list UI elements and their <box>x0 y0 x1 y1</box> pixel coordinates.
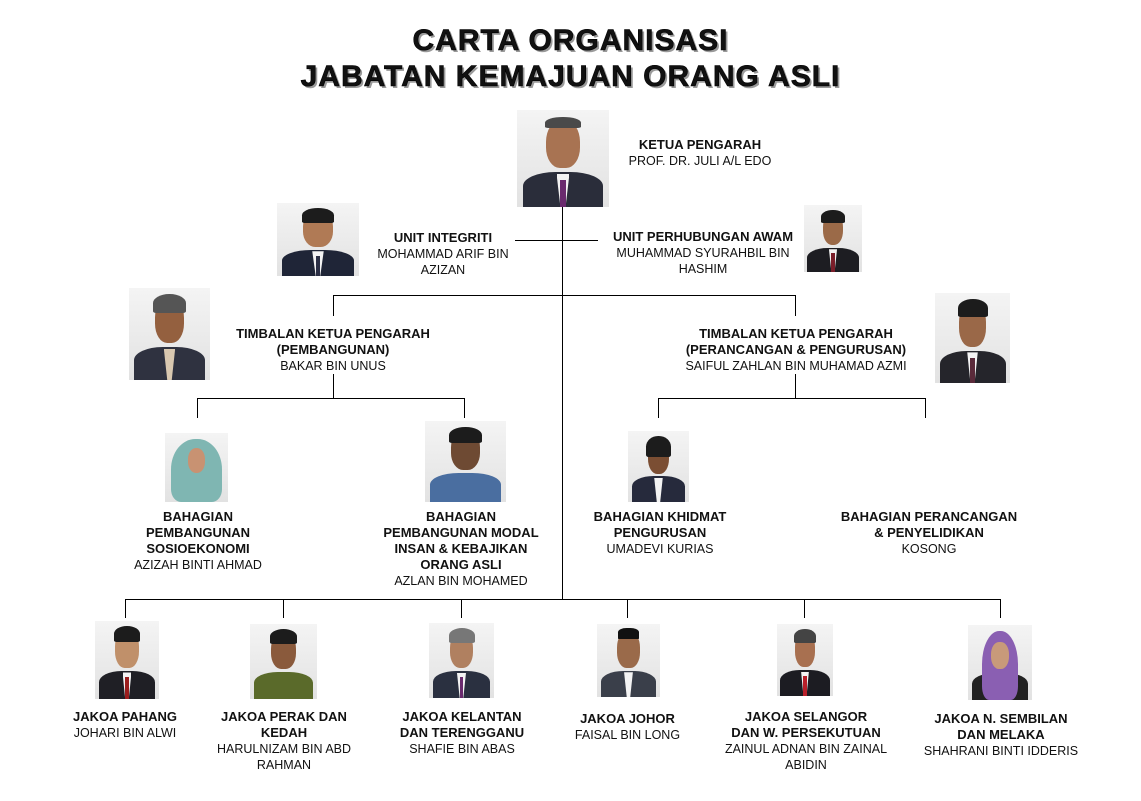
perak-photo <box>250 624 317 699</box>
perak-name-line2: RAHMAN <box>256 758 312 772</box>
perak-label <box>205 709 363 773</box>
div-research-role-line1: BAHAGIAN PERANCANGAN <box>840 509 1018 524</box>
integrity-name-line1: MOHAMMAD ARIF BIN <box>377 247 509 261</box>
main-trunk-line <box>562 207 563 599</box>
div-socio-role-line3: SOSIOEKONOMI <box>146 541 250 556</box>
perak-role-line1: JAKOA PERAK DAN <box>221 709 347 724</box>
selangor-name-line1: ZAINUL ADNAN BIN ZAINAL <box>724 742 888 756</box>
deputies-branch-line <box>333 295 796 296</box>
div-human-drop <box>464 398 465 418</box>
johor-label <box>555 711 700 743</box>
div-socio-drop <box>197 398 198 418</box>
nsembilan-role-line1: JAKOA N. SEMBILAN <box>934 711 1068 726</box>
deputy-dev-down <box>333 374 334 398</box>
perak-name-line1: HARULNIZAM BIN ABD <box>216 742 352 756</box>
deputy-dev-role-line2: (PEMBANGUNAN) <box>276 342 390 357</box>
kelantan-name: SHAFIE BIN ABAS <box>409 742 515 756</box>
johor-role: JAKOA JOHOR <box>580 711 675 726</box>
pahang-role: JAKOA PAHANG <box>72 709 177 724</box>
div-mgmt-name: UMADEVI KURIAS <box>606 542 714 556</box>
kelantan-label <box>382 709 542 757</box>
selangor-drop <box>804 599 805 618</box>
div-human-photo <box>425 421 506 502</box>
deputy-plan-drop <box>795 295 796 316</box>
selangor-role-line2: DAN W. PERSEKUTUAN <box>731 725 881 740</box>
div-mgmt-drop <box>658 398 659 418</box>
plan-divisions-line <box>658 398 926 399</box>
pahang-name: JOHARI BIN ALWI <box>73 726 177 740</box>
nsembilan-role-line2: DAN MELAKA <box>957 727 1045 742</box>
nsembilan-label <box>913 711 1089 759</box>
pahang-photo <box>95 621 159 699</box>
div-socio-label <box>116 509 280 573</box>
pr-photo <box>804 205 862 272</box>
deputy-plan-photo <box>935 293 1010 383</box>
div-mgmt-photo <box>628 431 689 502</box>
director-label <box>610 137 790 169</box>
director-name: PROF. DR. JULI A/L EDO <box>628 154 772 168</box>
deputy-dev-photo <box>129 288 210 380</box>
selangor-photo <box>777 624 833 696</box>
state-offices-line <box>125 599 1001 600</box>
div-research-label <box>824 509 1034 557</box>
perak-drop <box>283 599 284 618</box>
pahang-label <box>50 709 200 741</box>
kelantan-role-line2: DAN TERENGGANU <box>399 725 525 740</box>
staff-units-line <box>515 240 598 241</box>
integrity-label <box>365 230 521 278</box>
nsembilan-name: SHAHRANI BINTI IDDERIS <box>923 744 1079 758</box>
div-human-role-line1: BAHAGIAN <box>425 509 497 524</box>
deputy-dev-drop <box>333 295 334 316</box>
pr-name-line1: MUHAMMAD SYURAHBIL BIN <box>616 246 790 260</box>
div-research-role-line2: & PENYELIDIKAN <box>874 525 984 540</box>
johor-drop <box>627 599 628 618</box>
selangor-label <box>708 709 904 773</box>
deputy-dev-label <box>213 326 453 374</box>
pr-role: UNIT PERHUBUNGAN AWAM <box>612 229 794 244</box>
div-mgmt-role-line2: PENGURUSAN <box>613 525 707 540</box>
div-human-role-line3: INSAN & KEBAJIKAN <box>394 541 528 556</box>
div-human-label <box>371 509 551 589</box>
div-socio-name: AZIZAH BINTI AHMAD <box>134 558 262 572</box>
selangor-role-line1: JAKOA SELANGOR <box>744 709 868 724</box>
integrity-role: UNIT INTEGRITI <box>393 230 493 245</box>
div-human-name: AZLAN BIN MOHAMED <box>394 574 528 588</box>
div-human-role-line2: PEMBANGUNAN MODAL <box>383 525 539 540</box>
deputy-plan-name: SAIFUL ZAHLAN BIN MUHAMAD AZMI <box>685 359 907 373</box>
deputy-plan-role-line1: TIMBALAN KETUA PENGARAH <box>699 326 893 341</box>
dev-divisions-line <box>197 398 465 399</box>
integrity-photo <box>277 203 359 276</box>
integrity-name-line2: AZIZAN <box>420 263 466 277</box>
director-photo <box>517 110 609 207</box>
pr-label <box>598 229 808 277</box>
kelantan-role-line1: JAKOA KELANTAN <box>402 709 522 724</box>
director-role: KETUA PENGARAH <box>638 137 762 152</box>
div-socio-role-line1: BAHAGIAN <box>162 509 234 524</box>
chart-title-line1: CARTA ORGANISASI <box>412 24 729 57</box>
div-socio-role-line2: PEMBANGUNAN <box>146 525 250 540</box>
div-research-drop <box>925 398 926 418</box>
kelantan-photo <box>429 623 494 698</box>
selangor-name-line2: ABIDIN <box>785 758 827 772</box>
nsembilan-photo <box>968 625 1032 700</box>
div-mgmt-role-line1: BAHAGIAN KHIDMAT <box>593 509 727 524</box>
deputy-dev-name: BAKAR BIN UNUS <box>280 359 386 373</box>
deputy-dev-role-line1: TIMBALAN KETUA PENGARAH <box>236 326 430 341</box>
deputy-plan-role-line2: (PERANCANGAN & PENGURUSAN) <box>685 342 907 357</box>
johor-photo <box>597 624 660 697</box>
div-human-role-line4: ORANG ASLI <box>420 557 502 572</box>
div-socio-photo <box>165 433 228 502</box>
chart-title-line2: JABATAN KEMAJUAN ORANG ASLI <box>300 60 841 93</box>
kelantan-drop <box>461 599 462 618</box>
div-mgmt-label <box>575 509 745 557</box>
pahang-drop <box>125 599 126 618</box>
perak-role-line2: KEDAH <box>260 725 308 740</box>
deputy-plan-down <box>795 374 796 398</box>
nsembilan-drop <box>1000 599 1001 618</box>
deputy-plan-label <box>665 326 927 374</box>
div-research-name: KOSONG <box>901 542 957 556</box>
johor-name: FAISAL BIN LONG <box>574 728 681 742</box>
pr-name-line2: HASHIM <box>678 262 728 276</box>
